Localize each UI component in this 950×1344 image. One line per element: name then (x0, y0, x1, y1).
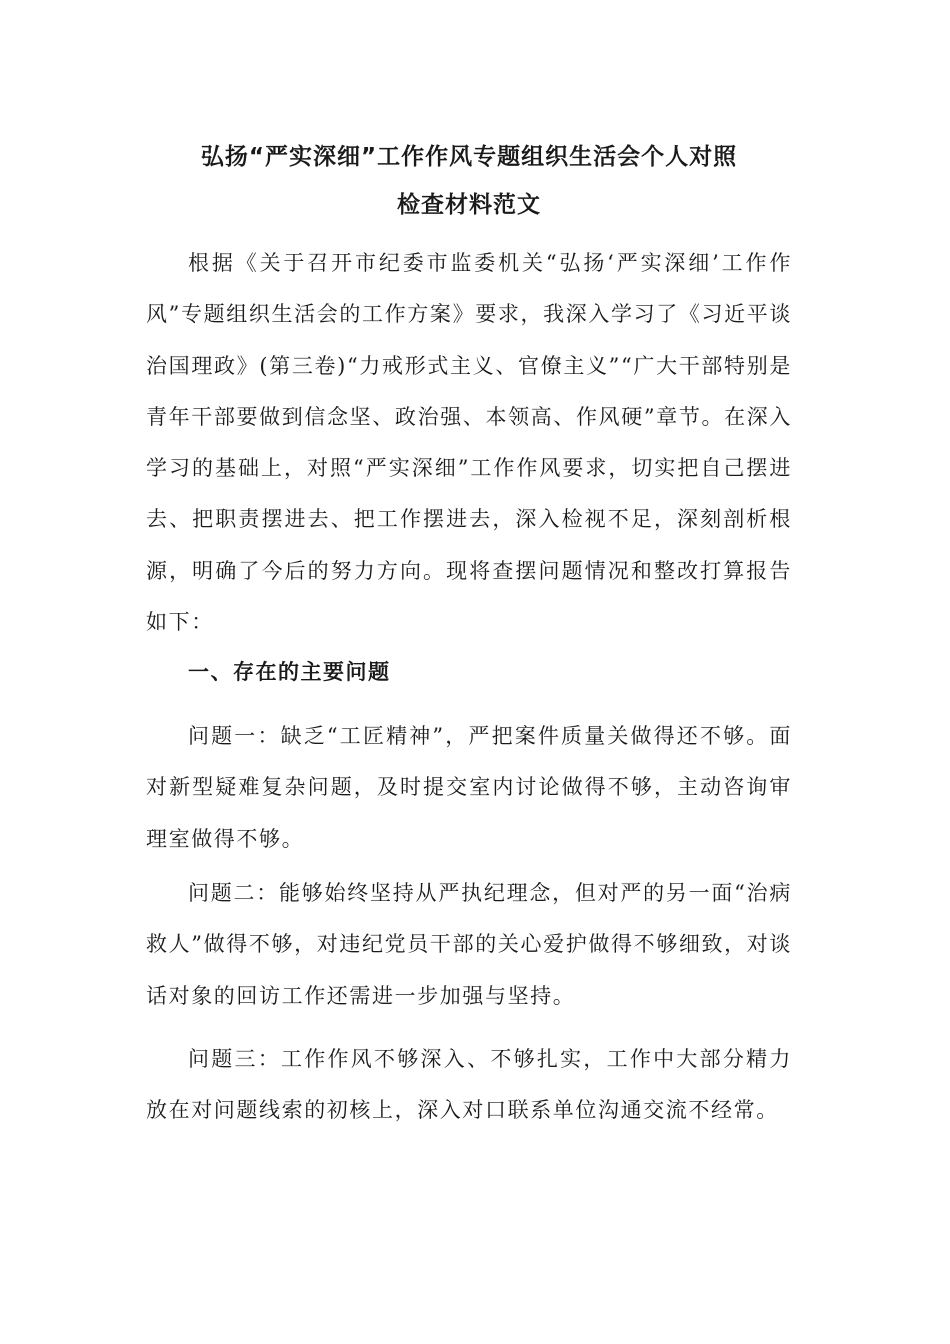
document-title-line-1: 弘扬“严实深细”工作作风专题组织生活会个人对照 (200, 144, 738, 170)
problem-2-paragraph: 问题二：能够始终坚持从严执纪理念，但对严的另一面“治病救人”做得不够，对违纪党员干部的关心爱护做得不够细致，对谈话对象的回访工作还需进一步加强与坚持。 (146, 881, 792, 1008)
intro-paragraph: 根据《关于召开市纪委市监委机关“弘扬‘严实深细’工作作风”专题组织生活会的工作方案》要求，我深入学习了《习近平谈治国理政》(第三卷)“力戒形式主义、官僚主义”“广大干部特别是青年干部要做到信念坚、政治强、本领高、作风硬”章节。在深入学习的基础上，对照“严实深细”工作作风要求，切实把自己摆进去、把职责摆进去、把工作摆进去，深入检视不足，深刻剖析根源，明确了今后的努力方向。现将查摆问题情况和整改打算报告如下： (146, 251, 792, 635)
problem-3-paragraph: 问题三：工作作风不够深入、不够扎实，工作中大部分精力放在对问题线索的初核上，深入对口联系单位沟通交流不经常。 (146, 1047, 792, 1123)
document-title-line-2: 检查材料范文 (397, 192, 541, 218)
section-heading-main-problems: 一、存在的主要问题 (188, 660, 391, 684)
problem-1-paragraph: 问题一：缺乏“工匠精神”，严把案件质量关做得还不够。面对新型疑难复杂问题，及时提交室内讨论做得不够，主动咨询审理室做得不够。 (146, 724, 792, 851)
